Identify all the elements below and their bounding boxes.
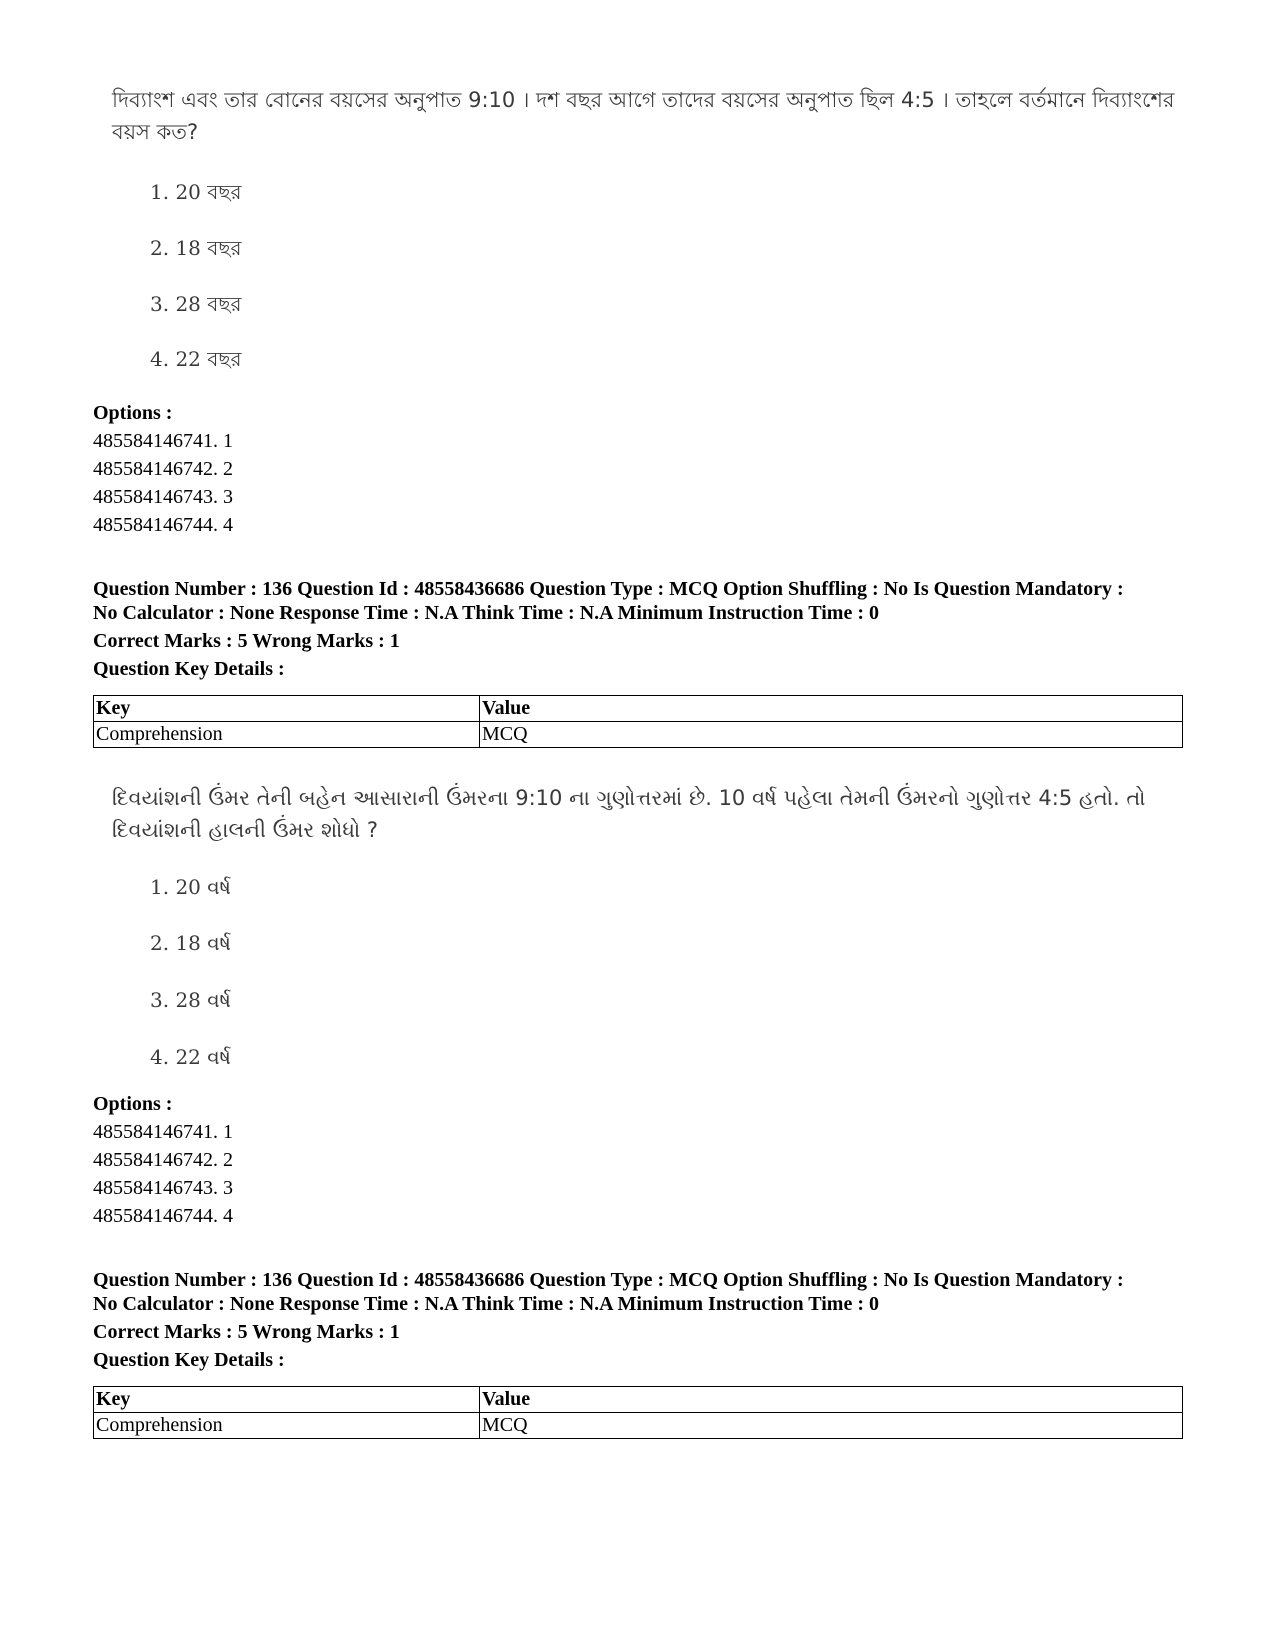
choice-2: 2. 18 বছর (150, 236, 242, 260)
choice-2: 2. 18 વર્ષ (150, 931, 231, 955)
table-row (94, 696, 1183, 722)
option-line: 485584146741. 1 (93, 430, 233, 452)
options-label: Options : (93, 402, 173, 424)
table-row (94, 722, 1183, 748)
option-line: 485584146744. 4 (93, 514, 233, 536)
question-text-bengali: দিব্যাংশ এবং তার বোনের বয়সের অনুপাত 9:10 । দশ বছর আগে তাদের বয়সের অনুপাত ছিল 4:5 । তাহলে বর্তমানে দিব্যাংশের বয়স কত? (112, 88, 1175, 144)
table-header-value: Value (480, 1387, 1183, 1413)
options-block (93, 1093, 1183, 1230)
choice-1: 1. 20 বছর (150, 180, 242, 204)
option-line: 485584146743. 3 (93, 486, 233, 508)
table-header-value: Value (480, 696, 1183, 722)
marks-line: Correct Marks : 5 Wrong Marks : 1 (93, 1321, 400, 1343)
question-meta (93, 1268, 1183, 1372)
option-line: 485584146744. 4 (93, 1205, 233, 1227)
question-meta (93, 577, 1183, 681)
key-details-table (93, 1386, 1183, 1439)
meta-line: Question Number : 136 Question Id : 48558436686 Question Type : MCQ Option Shuffling : No Is Question Mandatory : (93, 1269, 1124, 1291)
table-header-key: Key (94, 1387, 480, 1413)
key-details-label: Question Key Details : (93, 658, 285, 680)
marks-line: Correct Marks : 5 Wrong Marks : 1 (93, 630, 400, 652)
table-cell-value: MCQ (480, 722, 1183, 748)
table-cell-key: Comprehension (94, 1413, 480, 1439)
question-text-gujarati: દિવયાંશની ઉંમર તેની બહેન આસારાની ઉંમરના 9:10 ના ગુણોત્તરમાં છે. 10 વર્ષ પહેલા તેમની ઉંમરનો ગુણોત્તર 4:5 હતો. તો દિવયાંશની હાલની ઉંમર શોધો ? (112, 786, 1146, 842)
key-details-table (93, 695, 1183, 748)
choice-1: 1. 20 વર્ષ (150, 875, 231, 899)
option-line: 485584146743. 3 (93, 1177, 233, 1199)
choice-4: 4. 22 বছর (150, 347, 242, 371)
meta-line: No Calculator : None Response Time : N.A Think Time : N.A Minimum Instruction Time : 0 (93, 1293, 879, 1315)
choice-4: 4. 22 વર્ષ (150, 1045, 231, 1069)
meta-line: No Calculator : None Response Time : N.A Think Time : N.A Minimum Instruction Time : 0 (93, 602, 879, 624)
table-cell-value: MCQ (480, 1413, 1183, 1439)
options-label: Options : (93, 1093, 173, 1115)
option-line: 485584146742. 2 (93, 1149, 233, 1171)
table-row (94, 1387, 1183, 1413)
table-cell-key: Comprehension (94, 722, 480, 748)
option-line: 485584146741. 1 (93, 1121, 233, 1143)
options-block (93, 402, 1183, 539)
meta-line: Question Number : 136 Question Id : 48558436686 Question Type : MCQ Option Shuffling : No Is Question Mandatory : (93, 578, 1124, 600)
choice-3: 3. 28 વર્ષ (150, 988, 231, 1012)
table-row (94, 1413, 1183, 1439)
choice-3: 3. 28 বছর (150, 292, 242, 316)
key-details-label: Question Key Details : (93, 1349, 285, 1371)
option-line: 485584146742. 2 (93, 458, 233, 480)
table-header-key: Key (94, 696, 480, 722)
